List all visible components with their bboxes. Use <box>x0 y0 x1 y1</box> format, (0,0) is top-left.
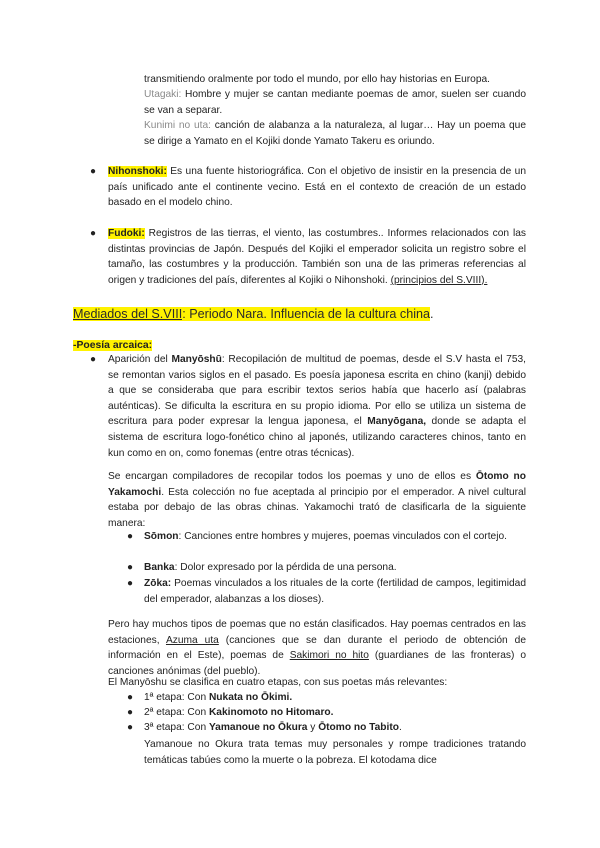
okura-text: Yamanoue no Okura trata temas muy personales y rompe tradiciones tratando temáticas tabúes como la muerte o la pobreza. El kotodama dice <box>144 739 526 766</box>
stage-conjunction: y <box>307 722 319 733</box>
fudoki-period-link: (principios del S.VIII). <box>390 274 488 286</box>
manyoshu-text: donde se adapta el sistema de escritura logo-fonético chino al japonés, utilizando caracteres chinos, tanto en kun como en on, como fonemas (entre otras técnicas). <box>108 416 527 459</box>
category-label: Banka <box>144 562 175 573</box>
yakamochi-name: Ōtomo no Yakamochi <box>108 471 526 498</box>
stage-poet: Ōtomo no Tabito <box>318 722 399 733</box>
compilers-paragraph <box>108 469 526 531</box>
manyoshu-term: Manyōshū <box>171 354 222 365</box>
category-bullet: ● <box>127 562 134 573</box>
category-bullet: ● <box>127 578 134 589</box>
other-types-text: Pero hay muchos tipos de poemas que no están clasificados. Hay poemas centrados en las estaciones, <box>108 619 526 646</box>
category-banka <box>144 560 526 576</box>
stage-2 <box>144 705 526 721</box>
other-types-paragraph <box>108 617 526 679</box>
kunimi-label: Kunimi no uta: <box>144 120 211 131</box>
nihonshoki-bullet: ● <box>90 166 97 177</box>
category-text: Poemas vinculados a los rituales de la corte (fertilidad de campos, legitimidad del emperador, alabanzas a los dioses). <box>144 578 526 605</box>
stage-bullet: ● <box>127 707 134 718</box>
utagaki-label: Utagaki: <box>144 89 182 100</box>
intro-line <box>144 72 526 88</box>
stage-3 <box>144 720 526 736</box>
stage-bullet: ● <box>127 722 134 733</box>
kunimi-text: canción de alabanza a la naturaleza, al lugar… Hay un poema que se dirige a Yamato en el Kojiki donde Yamato Takeru es oriundo. <box>144 120 526 147</box>
utagaki-text: Hombre y mujer se cantan mediante poemas de amor, suelen ser cuando se van a separar. <box>144 89 526 116</box>
other-types-text: (guardianes de las fronteras) o canciones anónimas (del pueblo). <box>108 650 527 677</box>
utagaki-paragraph <box>144 87 526 118</box>
stage-prefix: 2ª etapa: Con <box>144 707 209 718</box>
stage-bullet: ● <box>127 692 134 703</box>
kunimi-paragraph <box>144 118 526 149</box>
fudoki-text: Registros de las tierras, el viento, las costumbres.. Informes relacionados con las distintas provincias de Japón. Después del Kojiki el emperador solicita un registro sobre el tamaño, las costumbres y la producción. También son una de las primeras referencias al origen y tradiciones del país, diferentes al Kojiki o Nihonshoki. <box>108 228 526 286</box>
section-heading-century: Mediados del S.VIII <box>73 307 183 321</box>
intro-text: transmitiendo oralmente por todo el mundo, por ello hay historias en Europa. <box>144 74 491 85</box>
manyoshu-text: Aparición del <box>108 354 172 365</box>
poesia-arcaica-label: -Poesía arcaica: <box>73 340 153 351</box>
stage-prefix: 3ª etapa: Con <box>144 722 209 733</box>
fudoki-paragraph <box>108 226 526 288</box>
nihonshoki-title: Nihonshoki: <box>108 166 167 177</box>
manyoshu-paragraph <box>108 352 526 461</box>
section-heading-end: . <box>430 307 434 321</box>
category-text: : Canciones entre hombres y mujeres, poemas vinculados con el cortejo. <box>178 531 507 542</box>
category-bullet: ● <box>127 531 134 542</box>
nihonshoki-text: Es una fuente historiográfica. Con el objetivo de insistir en la presencia de un país unificado ante el continente vecino. Está en el contexto de creación de un estado basado en el modelo chino. <box>108 166 526 209</box>
azuma-uta-term: Azuma uta <box>165 634 219 646</box>
category-label: Sōmon <box>144 531 179 542</box>
stage-prefix: 1ª etapa: Con <box>144 692 209 703</box>
stage-poet: Kakinomoto no Hitomaro. <box>208 707 334 718</box>
stage-poet: Yamanoue no Ōkura <box>208 722 308 733</box>
fudoki-title: Fudoki: <box>108 228 145 239</box>
manyoshu-bullet: ● <box>90 354 97 365</box>
stage-1 <box>144 690 526 706</box>
poesia-arcaica-heading <box>73 338 152 353</box>
stage-end: . <box>398 722 402 733</box>
manyoshu-text: : Recopilación de multitud de poemas, desde el S.V hasta el 753, se remontan varios siglos en el pasado. Es poesía japonesa escrita en chino (kanji) debido a que se consideraba que para escribir textos serios había que hacerlo así (palabras auténticas). Se dificulta la escritura en su propio idioma. Por ello se utiliza un sistema de escritura para poder expresar la lengua japonesa, el <box>108 354 526 428</box>
category-zoka <box>144 576 526 607</box>
sakimori-term: Sakimori no hito <box>289 650 369 662</box>
manyogana-term: Manyōgana, <box>367 416 427 428</box>
category-text: : Dolor expresado por la pérdida de una persona. <box>174 562 397 573</box>
stages-intro <box>108 675 526 691</box>
fudoki-bullet: ● <box>90 228 97 239</box>
stage-poet: Nukata no Ōkimi. <box>208 692 293 703</box>
nihonshoki-paragraph <box>108 164 526 211</box>
compilers-text: . Esta colección no fue aceptada al principio por el emperador. A nivel cultural estaba por debajo de las obras chinas. Yakamochi trató de clasificarla de la siguiente manera: <box>108 486 526 529</box>
other-types-text: (canciones que se dan durante el periodo de obtención de información en el Este), poemas de <box>108 634 527 662</box>
category-label: Zōka: <box>144 578 172 589</box>
category-somon <box>144 529 526 545</box>
section-heading-title: : Periodo Nara. Influencia de la cultura china <box>182 307 431 321</box>
okura-paragraph <box>144 737 526 768</box>
stages-intro-text: El Manyōshu se clasifica en cuatro etapas, con sus poetas más relevantes: <box>108 677 448 688</box>
compilers-text: Se encargan compiladores de recopilar todos los poemas y uno de ellos es <box>108 471 476 482</box>
section-heading <box>73 306 434 322</box>
